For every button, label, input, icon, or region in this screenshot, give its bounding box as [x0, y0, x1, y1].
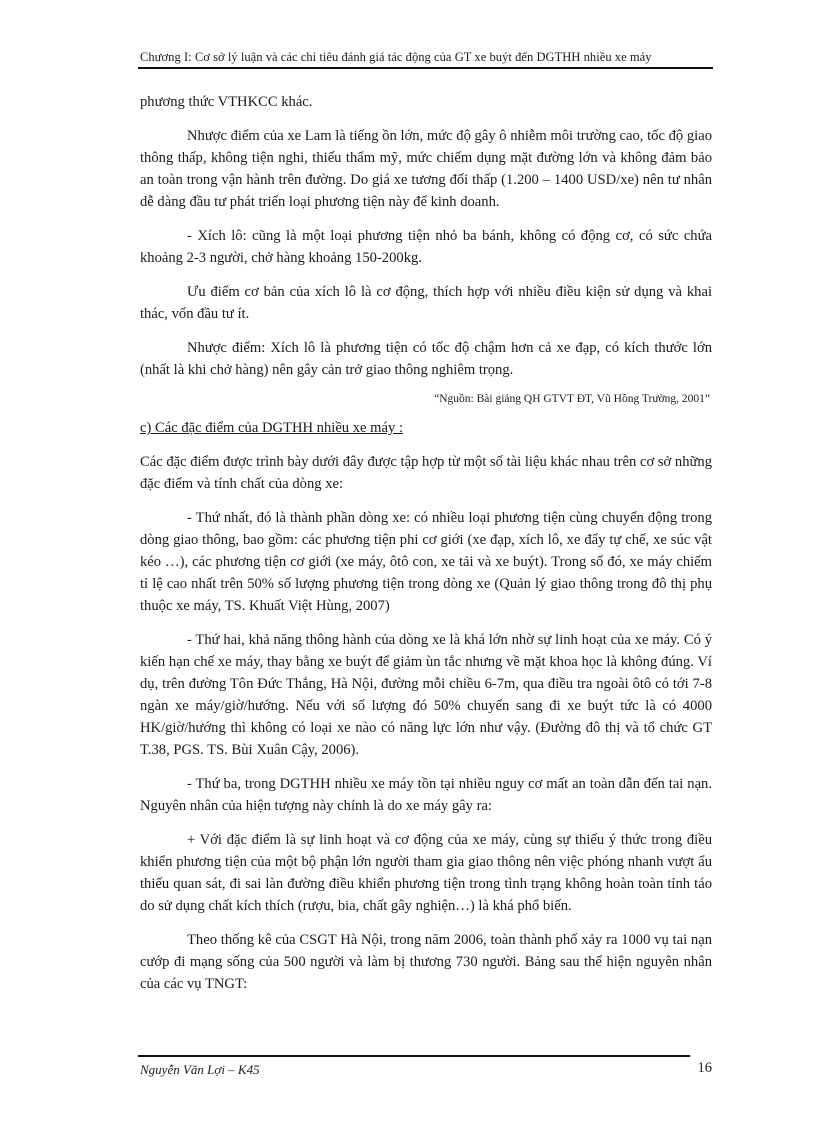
source-citation: “Nguồn: Bài giảng QH GTVT ĐT, Vũ Hồng Trường, 2001” — [434, 393, 710, 405]
paragraph: + Với đặc điểm là sự linh hoạt và cơ động của xe máy, cùng sự thiếu ý thức trong điều khiển phương tiện của một bộ phận lớn người tham gia giao thông nên việc phóng nhanh vượt ẩu thiếu quan sát, đi sai làn đường điều khiển phương tiện trong tình trạng không hoàn toàn tỉnh táo do sử dụng chất kích thích (rượu, bia, chất gây nghiện…) là khá phổ biến. — [140, 832, 712, 914]
paragraph: - Xích lô: cũng là một loại phương tiện nhỏ ba bánh, không có động cơ, có sức chứa khoảng 2-3 người, chở hàng khoảng 150-200kg. — [140, 228, 712, 266]
running-header: Chương I: Cơ sở lý luận và các chỉ tiêu đánh giá tác động của GT xe buýt đến DGTHH nhiều xe máy — [140, 50, 652, 64]
paragraph: - Thứ ba, trong DGTHH nhiều xe máy tồn tại nhiều nguy cơ mất an toàn dẫn đến tai nạn. Nguyên nhân của hiện tượng này chính là do xe máy gây ra: — [140, 776, 712, 814]
paragraph: Ưu điểm cơ bản của xích lô là cơ động, thích hợp với nhiều điều kiện sử dụng và khai thác, vốn đầu tư ít. — [140, 284, 712, 322]
paragraph: Nhược điểm: Xích lô là phương tiện có tốc độ chậm hơn cả xe đạp, có kích thước lớn (nhất là khi chở hàng) nên gây cản trở giao thông nghiêm trọng. — [140, 340, 712, 378]
page-body — [140, 91, 712, 995]
paragraph: Theo thống kê của CSGT Hà Nội, trong năm 2006, toàn thành phố xảy ra 1000 vụ tai nạn cướp đi mạng sống của 500 người và làm bị thương 730 người. Bảng sau thể hiện nguyên nhân của các vụ TNGT: — [140, 932, 712, 992]
footer-divider — [138, 1055, 690, 1057]
footer-author: Nguyễn Văn Lợi – K45 — [140, 1062, 260, 1077]
section-heading: c) Các đặc điểm của DGTHH nhiều xe máy : — [140, 420, 403, 436]
paragraph: Nhược điểm của xe Lam là tiếng ồn lớn, mức độ gây ô nhiễm môi trường cao, tốc độ giao thông thấp, không tiện nghi, thiếu thẩm mỹ, mức chiếm dụng mặt đường lớn và không đảm bảo an toàn trong vận hành trên đường. Do giá xe tương đối thấp (1.200 – 1400 USD/xe) nên tư nhân dễ dàng đầu tư phát triển loại phương tiện này để kinh doanh. — [140, 128, 712, 210]
header-divider — [138, 67, 713, 69]
paragraph: phương thức VTHKCC khác. — [140, 94, 313, 110]
paragraph: - Thứ nhất, đó là thành phần dòng xe: có nhiều loại phương tiện cùng chuyển động trong dòng giao thông, bao gồm: các phương tiện phi cơ giới (xe đạp, xích lô, xe đẩy tự chế, xe súc vật kéo …), các phương tiện cơ giới (xe máy, ôtô con, xe tải và xe buýt). Trong số đó, xe máy chiếm tỉ lệ cao nhất trên 50% số lượng phương tiện trong dòng xe (Quản lý giao thông trong đô thị phụ thuộc xe máy, TS. Khuất Việt Hùng, 2007) — [140, 510, 712, 614]
paragraph: Các đặc điểm được trình bày dưới đây được tập hợp từ một số tài liệu khác nhau trên cơ sở những đặc điểm và tính chất của dòng xe: — [140, 454, 712, 492]
page-number: 16 — [697, 1060, 712, 1076]
paragraph: - Thứ hai, khả năng thông hành của dòng xe là khá lớn nhờ sự linh hoạt của xe máy. Có ý kiến hạn chế xe máy, thay bằng xe buýt để giảm ùn tắc nhưng về mặt khoa học là không đúng. Ví dụ, trên đường Tôn Đức Thắng, Hà Nội, đường mỗi chiều 6-7m, qua điều tra ngoài ôtô có tới 7-8 ngàn xe máy/giờ/hướng. Nếu với số lượng đó 50% chuyển sang đi xe buýt tức là có 4000 HK/giờ/hướng thì không có loại xe nào có năng lực lớn như vậy. (Đường đô thị và tổ chức GT T.38, PGS. TS. Bùi Xuân Cậy, 2006). — [140, 632, 712, 758]
